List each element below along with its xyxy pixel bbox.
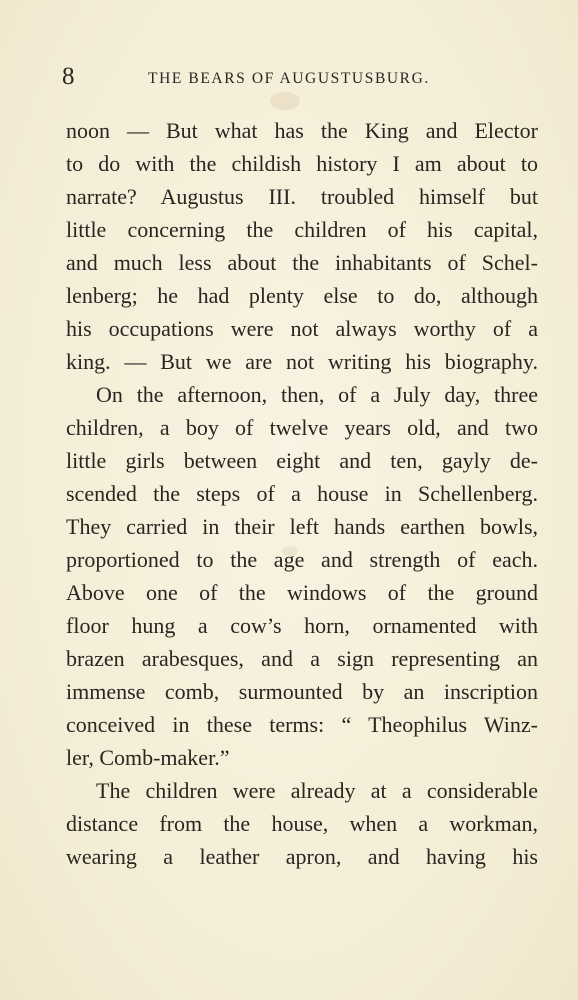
text-line: immense comb, surmounted by an inscription (66, 679, 538, 704)
text-line: distance from the house, when a workman, (66, 811, 538, 836)
text-line: wearing a leather apron, and having his (66, 844, 538, 869)
text-line: children, a boy of twelve years old, and two (66, 415, 538, 440)
text-line: to do with the childish history I am about to (66, 151, 538, 176)
page-number: 8 (62, 63, 75, 90)
text-line: noon — But what has the King and Elector (66, 118, 538, 143)
text-line: narrate? Augustus III. troubled himself but (66, 184, 538, 209)
text-line: conceived in these terms: “ Theophilus Winz- (66, 712, 538, 737)
text-line: little girls between eight and ten, gayly de- (66, 448, 538, 473)
text-line: lenberg; he had plenty else to do, although (66, 283, 538, 308)
text-line: his occupations were not always worthy of a (66, 316, 538, 341)
text-line: Above one of the windows of the ground (66, 580, 538, 605)
running-title: THE BEARS OF AUGUSTUSBURG. (148, 70, 430, 87)
text-line: brazen arabesques, and a sign representing an (66, 646, 538, 671)
paragraph-first-line: The children were already at a considerable (96, 778, 538, 803)
paragraph-last-line: ler, Comb-maker.” (66, 745, 230, 770)
paragraph-first-line: On the afternoon, then, of a July day, three (96, 382, 538, 407)
body-text (66, 114, 538, 873)
text-line: little concerning the children of his capital, (66, 217, 538, 242)
text-line: king. — But we are not writing his biography. (66, 349, 538, 374)
paper-stain (270, 92, 300, 110)
text-line: They carried in their left hands earthen bowls, (66, 514, 538, 539)
text-line: scended the steps of a house in Schellenberg. (66, 481, 538, 506)
text-line: and much less about the inhabitants of Schel- (66, 250, 538, 275)
page-header (62, 62, 542, 92)
text-line: floor hung a cow’s horn, ornamented with (66, 613, 538, 638)
text-line: proportioned to the age and strength of each. (66, 547, 538, 572)
